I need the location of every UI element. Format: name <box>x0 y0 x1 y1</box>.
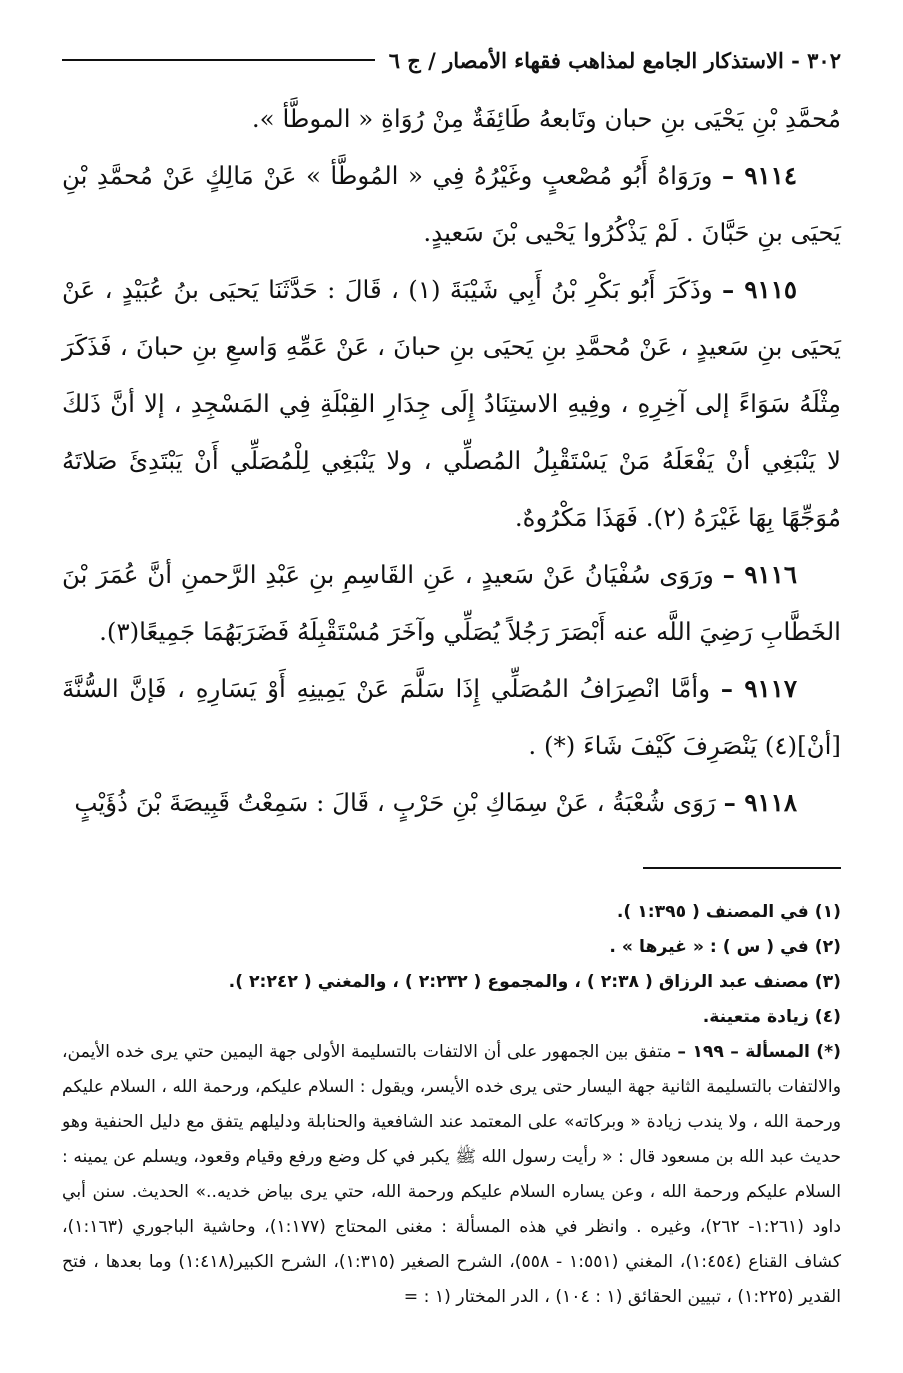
paragraph-9117 <box>62 660 841 774</box>
footnote-star-text: متفق بين الجمهور على أن الالتفات بالتسليمة الأولى جهة اليمين حتي يرى خده الأيمن، والالتفات بالتسليمة الثانية جهة اليسار حتى يرى خده الأيسر، ويقول : السلام عليكم، ورحمة الله ، السلام عليكم ورحمة الله ، ولا يندب زيادة « وبركاته» على المعتمد عند الشافعية والحنابلة ودليلهم يتفق مع دليل الحنفية وهو حديث عبد الله بن مسعود قال : « رأيت رسول الله ﷺ يكبر في كل وضع ورفع وقيام وقعود، ويسلم عن يمينه : السلام عليكم ورحمة الله ، وعن يساره السلام عليكم ورحمة الله، حتي يرى بياض خديه..» الحديث. سنن أبي داود (١:٢٦١- ٢٦٢)، وغيره . وانظر في هذه المسألة : مغنى المحتاج (١:١٧٧)، وحاشية الباجوري (١:١٦٣)، كشاف القناع (١:٤٥٤)، المغني (١:٥٥١ - ٥٥٨)، الشرح الصغير (١:٣١٥)، الشرح الكبير(١:٤١٨) وما بعدها ، فتح القدير (١:٢٢٥) ، تبيين الحقائق (١ : ١٠٤) ، الدر المختار (١ : = <box>62 1042 842 1307</box>
footnote-2: (٢) في ( س ) : « غيرها » . <box>609 937 841 957</box>
running-header <box>62 40 841 80</box>
footnote-3: (٣) مصنف عبد الرزاق ( ٢:٣٨ ) ، والمجموع ( ٢:٢٣٢ ) ، والمغني ( ٢:٢٤٢ ). <box>228 972 841 992</box>
paragraph-9116 <box>62 546 841 660</box>
footnote-4: (٤) زيادة متعينة. <box>702 1007 841 1027</box>
paragraph-text: وأمَّا انْصِرَافُ المُصَلِّي إِذَا سَلَّمَ عَنْ يَمِينِهِ أَوْ يَسَارِهِ ، فَإنَّ السُّنَّةَ [أنْ](٤) يَنْصَرِفَ كَيْفَ شَاءَ (*) . <box>62 674 841 760</box>
paragraph-9114 <box>62 147 841 261</box>
paragraph-number: ٩١١٤ – <box>721 161 797 190</box>
paragraph-number: ٩١١٥ – <box>722 275 798 304</box>
footnote-star-label: (*) المسألة – ١٩٩ – <box>677 1042 841 1062</box>
paragraph-text: ورَوَى سُفْيَانُ عَنْ سَعيدٍ ، عَنِ القَاسِمِ بنِ عَبْدِ الرَّحمنِ أنَّ عُمَرَ بْنَ الخَطَّابِ رَضِيَ اللَّه عنه أَبْصَرَ رَجُلاً يُصَلِّي وآخَرَ مُسْتَقْبِلَهُ فَضَرَبَهُمَا جَمِيعًا(٣). <box>62 560 841 646</box>
paragraph-9115 <box>62 261 841 546</box>
page-title: ٣٠٢ - الاستذكار الجامع لمذاهب فقهاء الأمصار / ج ٦ <box>388 47 841 73</box>
footnote-divider <box>643 867 841 869</box>
paragraph-number: ٩١١٧ – <box>720 674 797 703</box>
paragraph-text: ورَوَاهُ أَبُو مُصْعبٍ وغَيْرُهُ فِي « المُوطَّأ » عَنْ مَالِكٍ عَنْ مُحمَّدِ بْنِ يَحيَى بنِ حَبَّانَ . لَمْ يَذْكُرُوا يَحْيى بْنَ سَعيدٍ. <box>62 161 841 247</box>
header-rule <box>62 59 375 61</box>
paragraph-continuation <box>62 90 841 147</box>
paragraph-number: ٩١١٦ – <box>722 560 797 589</box>
footnote-star <box>62 1035 841 1315</box>
paragraph-number: ٩١١٨ – <box>723 788 797 817</box>
paragraph-text: وذَكَرَ أَبُو بَكْرِ بْنُ أَبِي شَيْبَةَ (١) ، قَالَ : حَدَّثَنَا يَحيَى بنُ عُبَيْدٍ ، عَنْ يَحيَى بنِ سَعيدٍ ، عَنْ مُحمَّدِ بنِ يَحيَى بنِ حبانَ ، عَنْ عَمِّهِ وَاسعِ بنِ حبانَ ، فَذَكَرَ مِثْلَهُ سَوَاءً إلى آخِرِهِ ، وفِيهِ الاستِنَادُ إِلَى جِدَارِ القِبْلَةِ فِي المَسْجِدِ ، إلا أنَّ ذَلكَ لا يَنْبَغِي أنْ يَفْعَلَهُ مَنْ يَسْتَقْبِلُ المُصلِّي ، ولا يَنْبَغِي لِلْمُصَلِّي أَنْ يَبْتَدِئَ صَلاتَهُ مُوَجِّهًا بِهَا غَيْرَهُ (٢). فَهَذَا مَكْرُوهٌ. <box>62 275 841 532</box>
paragraph-9118 <box>62 774 841 831</box>
paragraph-text: مُحمَّدِ بْنِ يَحْيَى بنِ حبان وتَابعهُ طَائِفَةٌ مِنْ رُوَاةِ « الموطَّأ ». <box>251 104 841 133</box>
footnote-1: (١) في المصنف ( ١:٣٩٥ ). <box>616 902 841 922</box>
main-text <box>62 90 841 831</box>
footnotes <box>62 895 841 1315</box>
paragraph-text: رَوَى شُعْبَةُ ، عَنْ سِمَاكِ بْنِ حَرْبٍ ، قَالَ : سَمِعْتُ قَبِيصَةَ بْنَ ذُؤَيْبٍ <box>74 788 716 817</box>
